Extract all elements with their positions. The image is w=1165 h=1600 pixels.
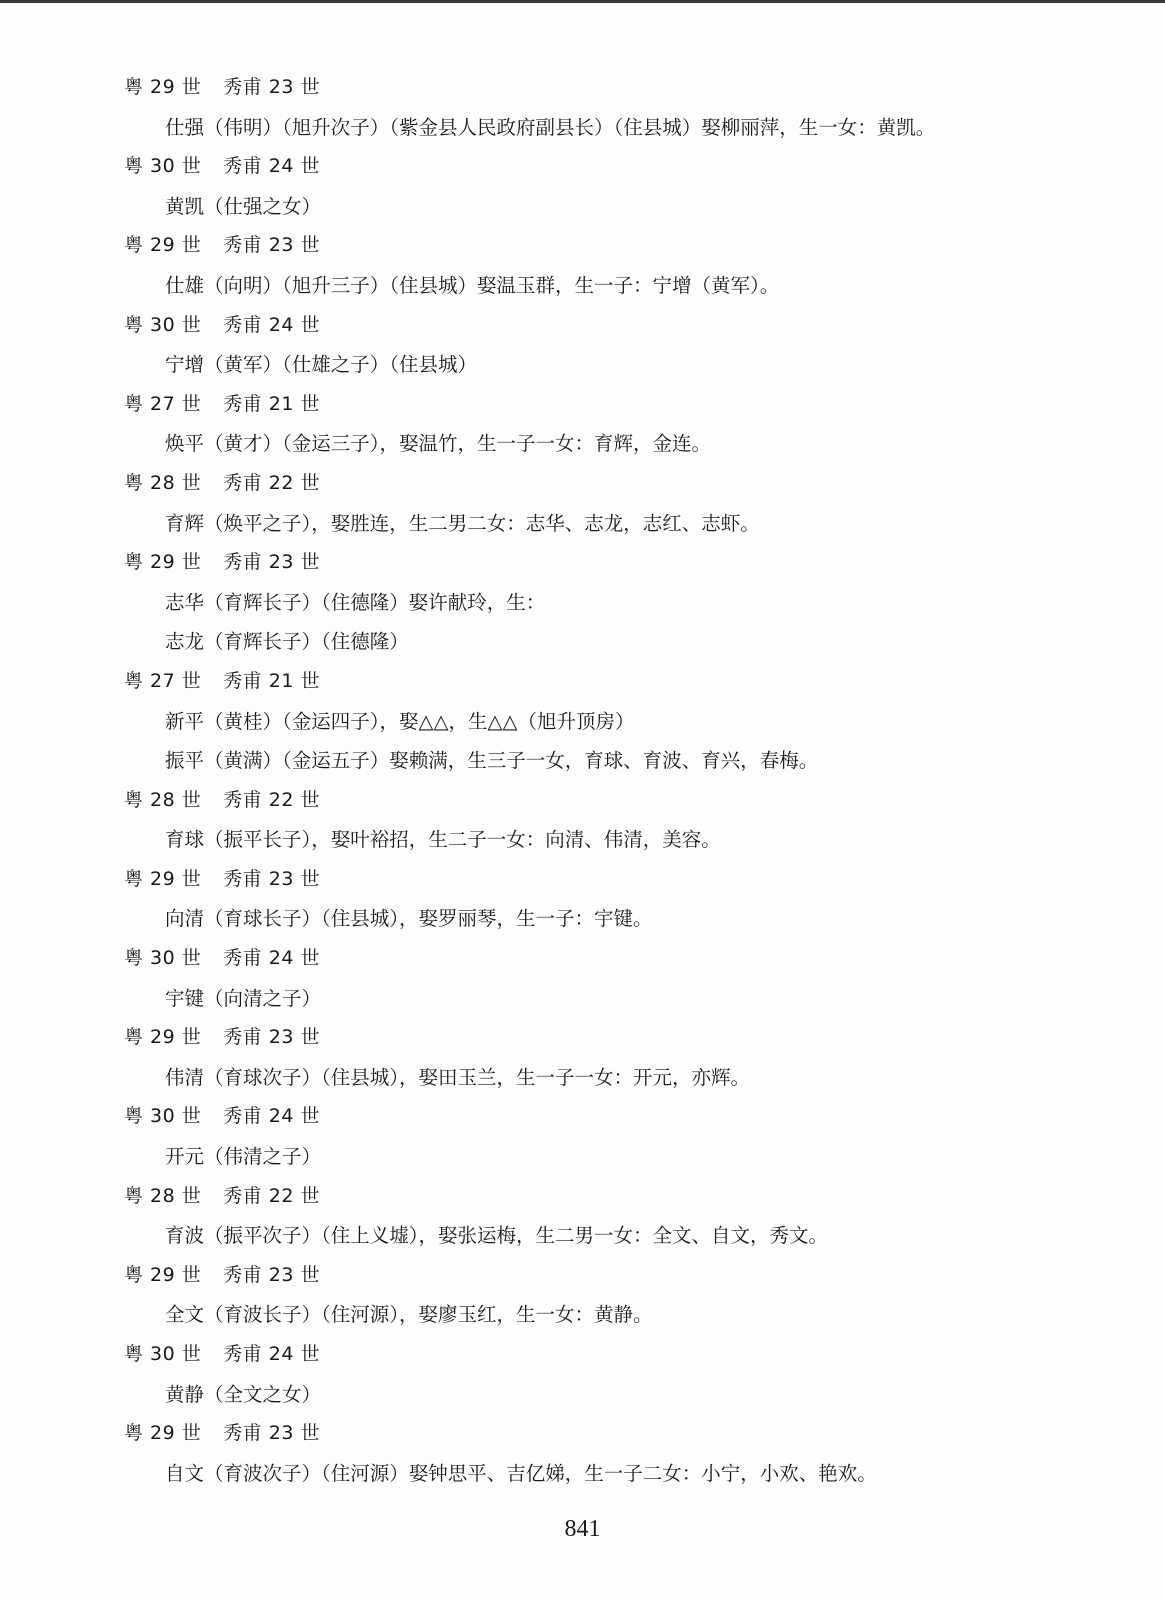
yue-generation: 粤 30 世 [124,1343,202,1365]
person-name: 焕平 [165,432,205,456]
xiufu-generation: 秀甫 21 世 [223,669,321,692]
person-description: （伟清之子） [204,1145,322,1169]
person-description: （仕强之女） [204,194,322,218]
page-number: 841 [564,1516,601,1542]
person-name: 黄凯 [165,194,205,218]
person-entry [0,266,1165,306]
person-description: （向清之子） [204,986,322,1010]
person-description: （育波次子）（住河源）娶钟思平、吉亿娣，生一子二女：小宁，小欢、艳欢。 [204,1461,877,1485]
person-name: 仕雄 [165,273,205,297]
xiufu-generation: 秀甫 23 世 [223,551,321,574]
generation-heading [0,860,1165,900]
generation-heading [0,226,1165,266]
yue-generation: 粤 29 世 [124,1026,202,1049]
person-entry [0,583,1165,623]
person-name: 育波 [165,1224,205,1248]
generation-heading [0,147,1165,187]
generation-heading [0,781,1165,821]
xiufu-generation: 秀甫 24 世 [223,1343,321,1365]
generation-heading [0,939,1165,979]
person-description: （全文之女） [204,1382,322,1406]
person-name: 全文 [165,1303,205,1327]
person-entry [0,1058,1165,1098]
xiufu-generation: 秀甫 23 世 [223,867,321,890]
person-entry [0,1454,1165,1494]
person-description: （黄桂）（金运四子），娶△△，生△△（旭升顶房） [204,709,635,733]
person-entry [0,1295,1165,1335]
person-name: 振平 [165,749,205,773]
yue-generation: 粤 29 世 [124,867,202,890]
person-description: （向明）（旭升三子）（住县城）娶温玉群，生一子：宁增（黄军）。 [204,273,780,297]
xiufu-generation: 秀甫 24 世 [223,1105,321,1128]
person-description: （振平次子）（住上义墟），娶张运梅，生二男一女：全文、自文，秀文。 [204,1224,829,1248]
person-name: 宁增 [165,353,205,377]
generation-heading [0,662,1165,702]
person-description: （振平长子），娶叶裕招，生二子一女：向清、伟清，美容。 [204,828,721,852]
person-name: 向清 [165,907,205,931]
top-border-rule [0,0,1165,3]
xiufu-generation: 秀甫 21 世 [223,392,321,415]
generation-heading [0,543,1165,583]
yue-generation: 粤 29 世 [124,76,202,98]
person-entry [0,1375,1165,1415]
genealogy-entries [0,68,1165,1493]
generation-heading [0,68,1165,108]
xiufu-generation: 秀甫 22 世 [223,471,321,494]
person-description: （黄满）（金运五子）娶赖满，生三子一女，育球、育波、育兴，春梅。 [204,749,819,773]
xiufu-generation: 秀甫 23 世 [223,1026,321,1049]
person-entry [0,424,1165,464]
xiufu-generation: 秀甫 23 世 [223,1263,321,1286]
generation-heading [0,1414,1165,1454]
yue-generation: 粤 29 世 [124,551,202,574]
person-name: 新平 [165,709,205,733]
person-entry [0,187,1165,227]
person-entry [0,345,1165,385]
person-entry [0,108,1165,148]
person-name: 伟清 [165,1065,205,1089]
person-description: （伟明）（旭升次子）（紫金县人民政府副县长）（住县城）娶柳丽萍，生一女：黄凯。 [204,115,936,139]
generation-heading [0,306,1165,346]
generation-heading [0,464,1165,504]
yue-generation: 粤 30 世 [124,313,202,336]
person-entry [0,899,1165,939]
xiufu-generation: 秀甫 23 世 [223,1422,321,1445]
person-name: 志华 [165,590,205,614]
xiufu-generation: 秀甫 23 世 [223,76,321,98]
xiufu-generation: 秀甫 24 世 [223,155,321,178]
person-description: （育波长子）（住河源），娶廖玉红，生一女：黄静。 [204,1303,653,1327]
generation-heading [0,1256,1165,1296]
person-entry [0,622,1165,662]
yue-generation: 粤 30 世 [124,1105,202,1128]
person-description: （焕平之子），娶胜连，生二男二女：志华、志龙，志红、志虾。 [204,511,760,535]
generation-heading [0,1097,1165,1137]
person-entry [0,1137,1165,1177]
person-entry [0,979,1165,1019]
xiufu-generation: 秀甫 22 世 [223,788,321,811]
generation-heading [0,1177,1165,1217]
xiufu-generation: 秀甫 24 世 [223,947,321,970]
yue-generation: 粤 30 世 [124,155,202,178]
person-entry [0,504,1165,544]
generation-heading [0,1018,1165,1058]
yue-generation: 粤 27 世 [124,669,202,692]
yue-generation: 粤 30 世 [124,947,202,970]
yue-generation: 粤 28 世 [124,1184,202,1207]
yue-generation: 粤 28 世 [124,788,202,811]
generation-heading [0,1335,1165,1375]
person-name: 宇键 [165,986,205,1010]
yue-generation: 粤 27 世 [124,392,202,415]
yue-generation: 粤 29 世 [124,1422,202,1445]
person-name: 仕强 [165,115,205,139]
person-description: （育球长子）（住县城），娶罗丽琴，生一子：宇键。 [204,907,653,931]
person-name: 志龙 [165,630,205,654]
person-name: 开元 [165,1145,205,1169]
person-description: （黄才）（金运三子），娶温竹，生一子一女：育辉，金连。 [204,432,712,456]
person-description: （育辉长子）（住德隆） [204,630,409,654]
person-description: （育球次子）（住县城），娶田玉兰，生一子一女：开元，亦辉。 [204,1065,751,1089]
person-entry [0,741,1165,781]
person-name: 黄静 [165,1382,205,1406]
person-entry [0,820,1165,860]
person-entry [0,702,1165,742]
xiufu-generation: 秀甫 23 世 [223,234,321,257]
xiufu-generation: 秀甫 22 世 [223,1184,321,1207]
person-name: 自文 [165,1461,205,1485]
person-name: 育辉 [165,511,205,535]
xiufu-generation: 秀甫 24 世 [223,313,321,336]
yue-generation: 粤 29 世 [124,234,202,257]
generation-heading [0,385,1165,425]
person-description: （黄军）（仕雄之子）（住县城） [204,353,478,377]
person-name: 育球 [165,828,205,852]
yue-generation: 粤 28 世 [124,471,202,494]
person-description: （育辉长子）（住德隆）娶许献玲，生： [204,590,546,614]
person-entry [0,1216,1165,1256]
yue-generation: 粤 29 世 [124,1263,202,1286]
